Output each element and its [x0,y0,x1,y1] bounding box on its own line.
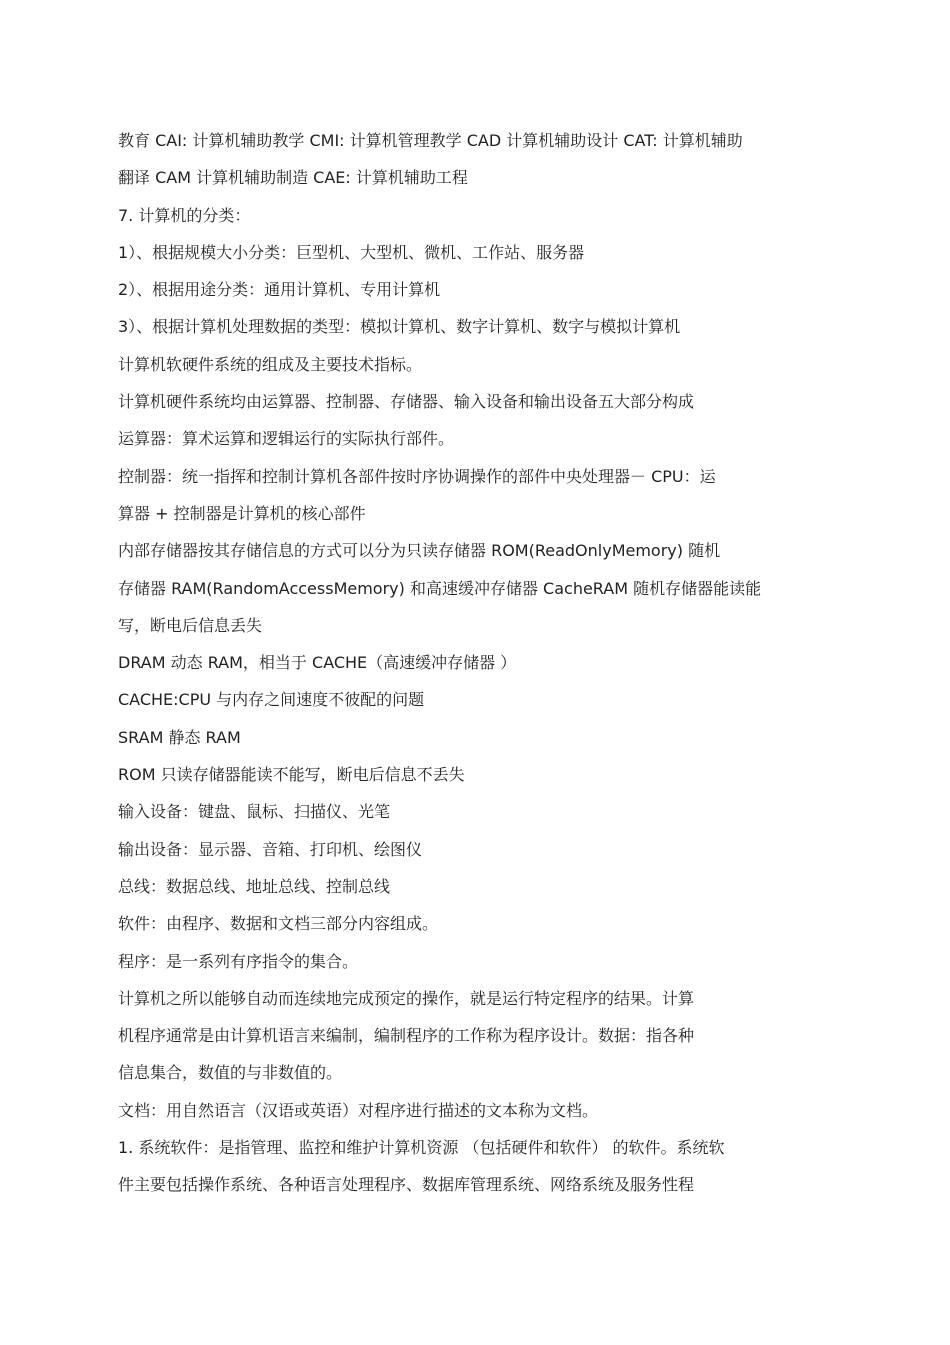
text-line: 计算机硬件系统均由运算器、控制器、存储器、输入设备和输出设备五大部分构成 [118,392,695,412]
text-line: 2）、根据用途分类：通用计算机、专用计算机 [118,280,441,300]
text-line: 教育 CAI: 计算机辅助教学 CMI: 计算机管理教学 CAD 计算机辅助设计 CAT: 计算机辅助 [118,131,743,150]
text-line: 翻译 CAM 计算机辅助制造 CAE: 计算机辅助工程 [118,168,468,188]
section-heading: 7. 计算机的分类： [118,205,251,225]
document-body [118,126,828,1208]
text-line: 算器 + 控制器是计算机的核心部件 [118,503,366,523]
text-line: 1. 系统软件：是指管理、监控和维护计算机资源 （包括硬件和软件） 的软件。系统软 [118,1138,725,1158]
text-line: 存储器 RAM(RandomAccessMemory) 和高速缓冲存储器 CacheRAM 随机存储器能读能 [118,578,762,598]
text-line: CACHE:CPU 与内存之间速度不彼配的问题 [118,690,425,710]
text-line: 控制器：统一指挥和控制计算机各部件按时序协调操作的部件中央处理器－ CPU：运 [118,466,716,486]
text-line: 总线：数据总线、地址总线、控制总线 [118,876,391,896]
text-line: 内部存储器按其存储信息的方式可以分为只读存储器 ROM(ReadOnlyMemory) 随机 [118,541,721,561]
text-line: 文档：用自然语言（汉语或英语）对程序进行描述的文本称为文档。 [118,1100,599,1120]
text-line: 3）、根据计算机处理数据的类型：模拟计算机、数字计算机、数字与模拟计算机 [118,317,681,337]
text-line: DRAM 动态 RAM，相当于 CACHE（高速缓冲存储器 ） [118,653,517,673]
text-line: ROM 只读存储器能读不能写，断电后信息不丢失 [118,765,465,785]
text-line: 输入设备：键盘、鼠标、扫描仪、光笔 [118,802,391,822]
text-line: 软件：由程序、数据和文档三部分内容组成。 [118,914,439,934]
text-line: 写，断电后信息丢失 [118,615,263,635]
text-line: 件主要包括操作系统、各种语言处理程序、数据库管理系统、网络系统及服务性程 [118,1175,695,1195]
text-line: 输出设备：显示器、音箱、打印机、绘图仪 [118,839,423,859]
text-line: 1）、根据规模大小分类：巨型机、大型机、微机、工作站、服务器 [118,242,585,262]
text-line: SRAM 静态 RAM [118,727,241,747]
text-line: 计算机之所以能够自动而连续地完成预定的操作，就是运行特定程序的结果。计算 [118,988,695,1008]
text-line: 计算机软硬件系统的组成及主要技术指标。 [118,354,423,374]
text-line: 机程序通常是由计算机语言来编制，编制程序的工作称为程序设计。数据：指各种 [118,1026,695,1046]
text-line: 程序：是一系列有序指令的集合。 [118,951,359,971]
text-line: 运算器：算术运算和逻辑运行的实际执行部件。 [118,429,455,449]
text-line: 信息集合，数值的与非数值的。 [118,1063,343,1083]
